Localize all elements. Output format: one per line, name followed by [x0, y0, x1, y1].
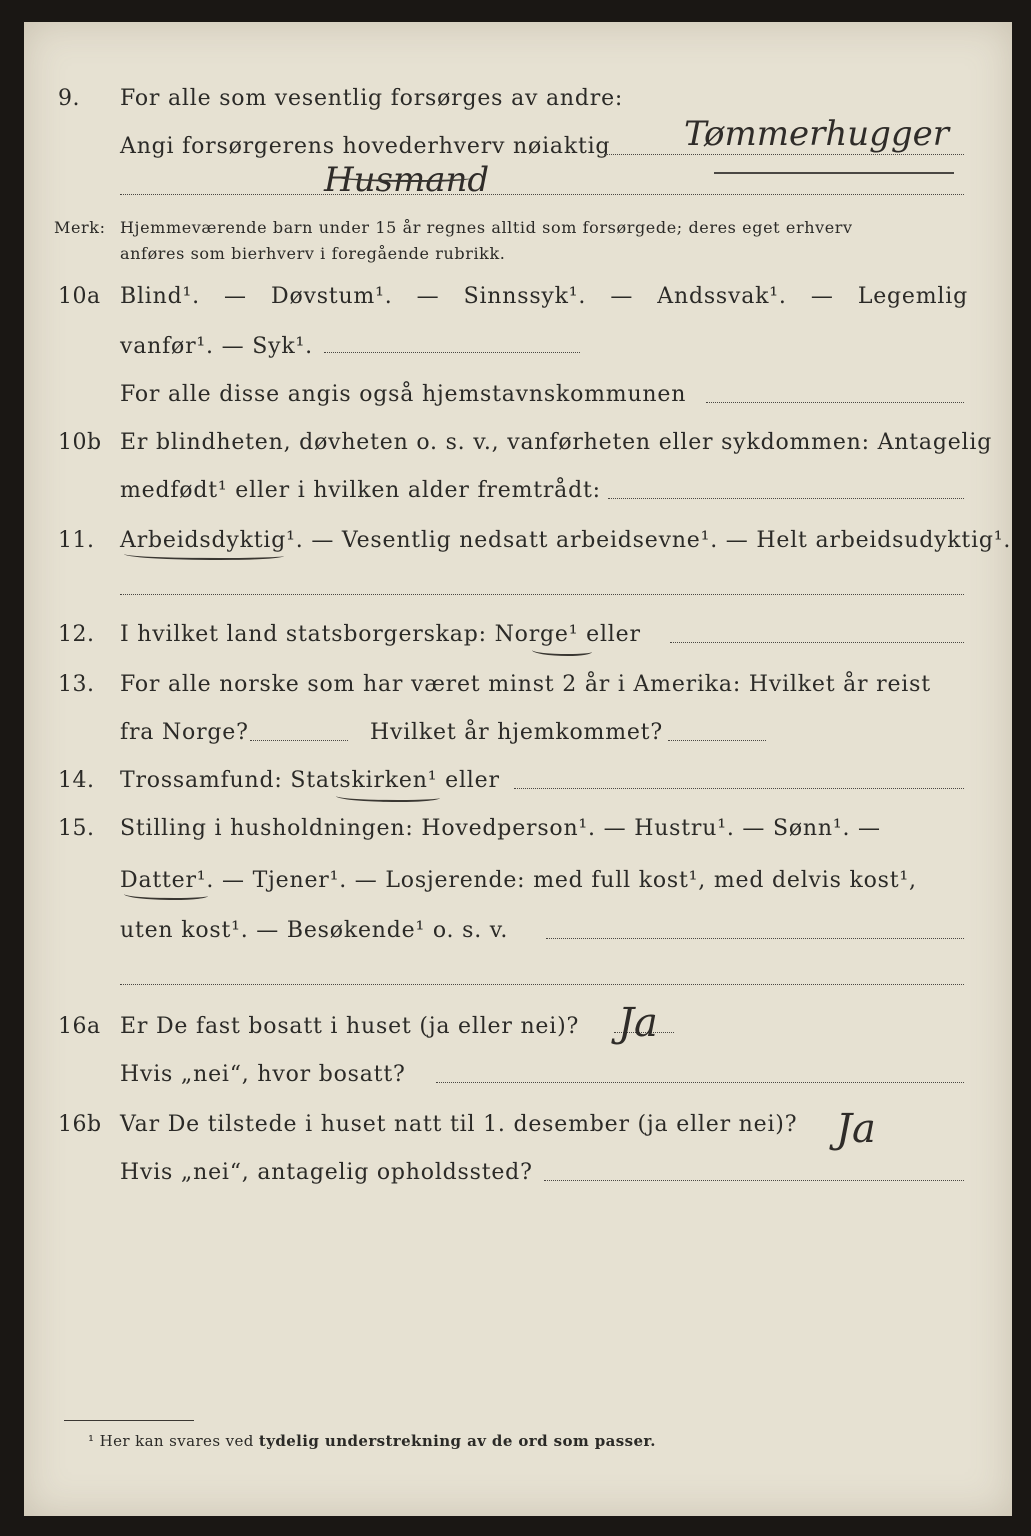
q13-line-2a: fra Norge? [120, 720, 249, 745]
footnote-mark: ¹ [88, 1432, 95, 1450]
q9-line-1: For alle som vesentlig forsørges av andre: [120, 86, 624, 111]
q12-hand-underline [532, 646, 592, 656]
q11-number: 11. [58, 528, 95, 553]
q9-line-2: Angi forsørgerens hovederhverv nøiaktig [120, 134, 611, 159]
q11-hand-underline [124, 550, 284, 560]
q15-line-1: Stilling i husholdningen: Hovedperson¹. — Hustru¹. — Sønn¹. — [120, 816, 881, 841]
footnote-rule [64, 1420, 194, 1421]
q10a-opt-blind[interactable]: Blind¹. [120, 284, 200, 309]
q13-answer-line-2[interactable] [668, 740, 766, 741]
q10b-answer-line[interactable] [608, 498, 964, 499]
q16a-line-2: Hvis „nei“, hvor bosatt? [120, 1062, 406, 1087]
q10a-answer-line-2[interactable] [706, 402, 964, 403]
footnote-text-plain: Her kan svares ved [99, 1432, 254, 1450]
q15-line-3: uten kost¹. — Besøkende¹ o. s. v. [120, 918, 509, 943]
q9-number: 9. [58, 86, 80, 111]
q14-answer-line[interactable] [514, 788, 964, 789]
q16b-line-2: Hvis „nei“, antagelig opholdssted? [120, 1160, 533, 1185]
q14-number: 14. [58, 768, 95, 793]
census-form-page [24, 22, 1012, 1516]
merk-line-2: anføres som bierhverv i foregående rubrikk. [120, 244, 506, 263]
q11-answer-line[interactable] [120, 594, 964, 595]
q16a-answer-line-2[interactable] [436, 1082, 964, 1083]
q13-line-2b: Hvilket år hjemkommet? [370, 720, 663, 745]
q15-number: 15. [58, 816, 95, 841]
q16a-number: 16a [58, 1014, 101, 1039]
q16b-answer-line[interactable] [544, 1180, 964, 1181]
q10a-dash-3: — [610, 284, 634, 309]
q9-answer-line-1[interactable] [604, 154, 964, 155]
q10a-opt-legemlig[interactable]: Legemlig [857, 284, 968, 309]
q16a-handwritten-answer: Ja [618, 1000, 658, 1046]
q14-line-1: Trossamfund: Statskirken¹ eller [120, 768, 500, 793]
q12-number: 12. [58, 622, 95, 647]
q15-answer-line-2[interactable] [120, 984, 964, 985]
q15-line-2: Datter¹. — Tjener¹. — Losjerende: med full kost¹, med delvis kost¹, [120, 868, 917, 893]
merk-label: Merk: [54, 218, 106, 237]
q9-handwritten-occupation: Tømmerhugger [684, 114, 950, 154]
q10b-line-2: medfødt¹ eller i hvilken alder fremtrådt: [120, 478, 601, 503]
q11-line-1: Arbeidsdyktig¹. — Vesentlig nedsatt arbeidsevne¹. — Helt arbeidsudyktig¹. [120, 528, 1012, 553]
q10a-dash-4: — [810, 284, 834, 309]
q10a-number: 10a [58, 284, 101, 309]
q10a-opt-andssvak[interactable]: Andssvak¹. [657, 284, 787, 309]
q10b-number: 10b [58, 430, 102, 455]
q9-hand-stroke [714, 172, 954, 174]
q10a-line-1 [120, 284, 968, 309]
q10a-line-2: vanfør¹. — Syk¹. [120, 334, 313, 359]
q13-line-1: For alle norske som har været minst 2 år i Amerika: Hvilket år reist [120, 672, 931, 697]
q16b-line-1: Var De tilstede i huset natt til 1. desember (ja eller nei)? [120, 1112, 798, 1137]
q15-hand-underline [124, 890, 208, 900]
merk-line-1: Hjemmeværende barn under 15 år regnes alltid som forsørgede; deres eget erhverv [120, 218, 853, 237]
q10a-opt-dovstum[interactable]: Døvstum¹. [271, 284, 393, 309]
q13-answer-line-1[interactable] [250, 740, 348, 741]
q16a-line-1: Er De fast bosatt i huset (ja eller nei)? [120, 1014, 580, 1039]
q12-answer-line[interactable] [670, 642, 964, 643]
q9-handwritten-provider: Husmand [324, 160, 490, 200]
q10a-dash-2: — [416, 284, 440, 309]
q15-answer-line-1[interactable] [546, 938, 964, 939]
q14-hand-underline [336, 792, 440, 802]
q16b-handwritten-answer: Ja [836, 1106, 876, 1152]
q16b-number: 16b [58, 1112, 102, 1137]
footnote-text-bold: tydelig understrekning av de ord som passer. [258, 1432, 656, 1450]
q9-answer-line-2[interactable] [120, 194, 964, 195]
footnote [88, 1432, 656, 1450]
q10a-dash-1: — [224, 284, 247, 309]
q10a-opt-sinnssyk[interactable]: Sinnssyk¹. [463, 284, 587, 309]
q10b-line-1: Er blindheten, døvheten o. s. v., vanførheten eller sykdommen: Antagelig [120, 430, 993, 455]
q12-line-1: I hvilket land statsborgerskap: Norge¹ eller [120, 622, 641, 647]
q13-number: 13. [58, 672, 95, 697]
q10a-line-3: For alle disse angis også hjemstavnskommunen [120, 382, 687, 407]
q10a-answer-line-1[interactable] [324, 352, 580, 353]
